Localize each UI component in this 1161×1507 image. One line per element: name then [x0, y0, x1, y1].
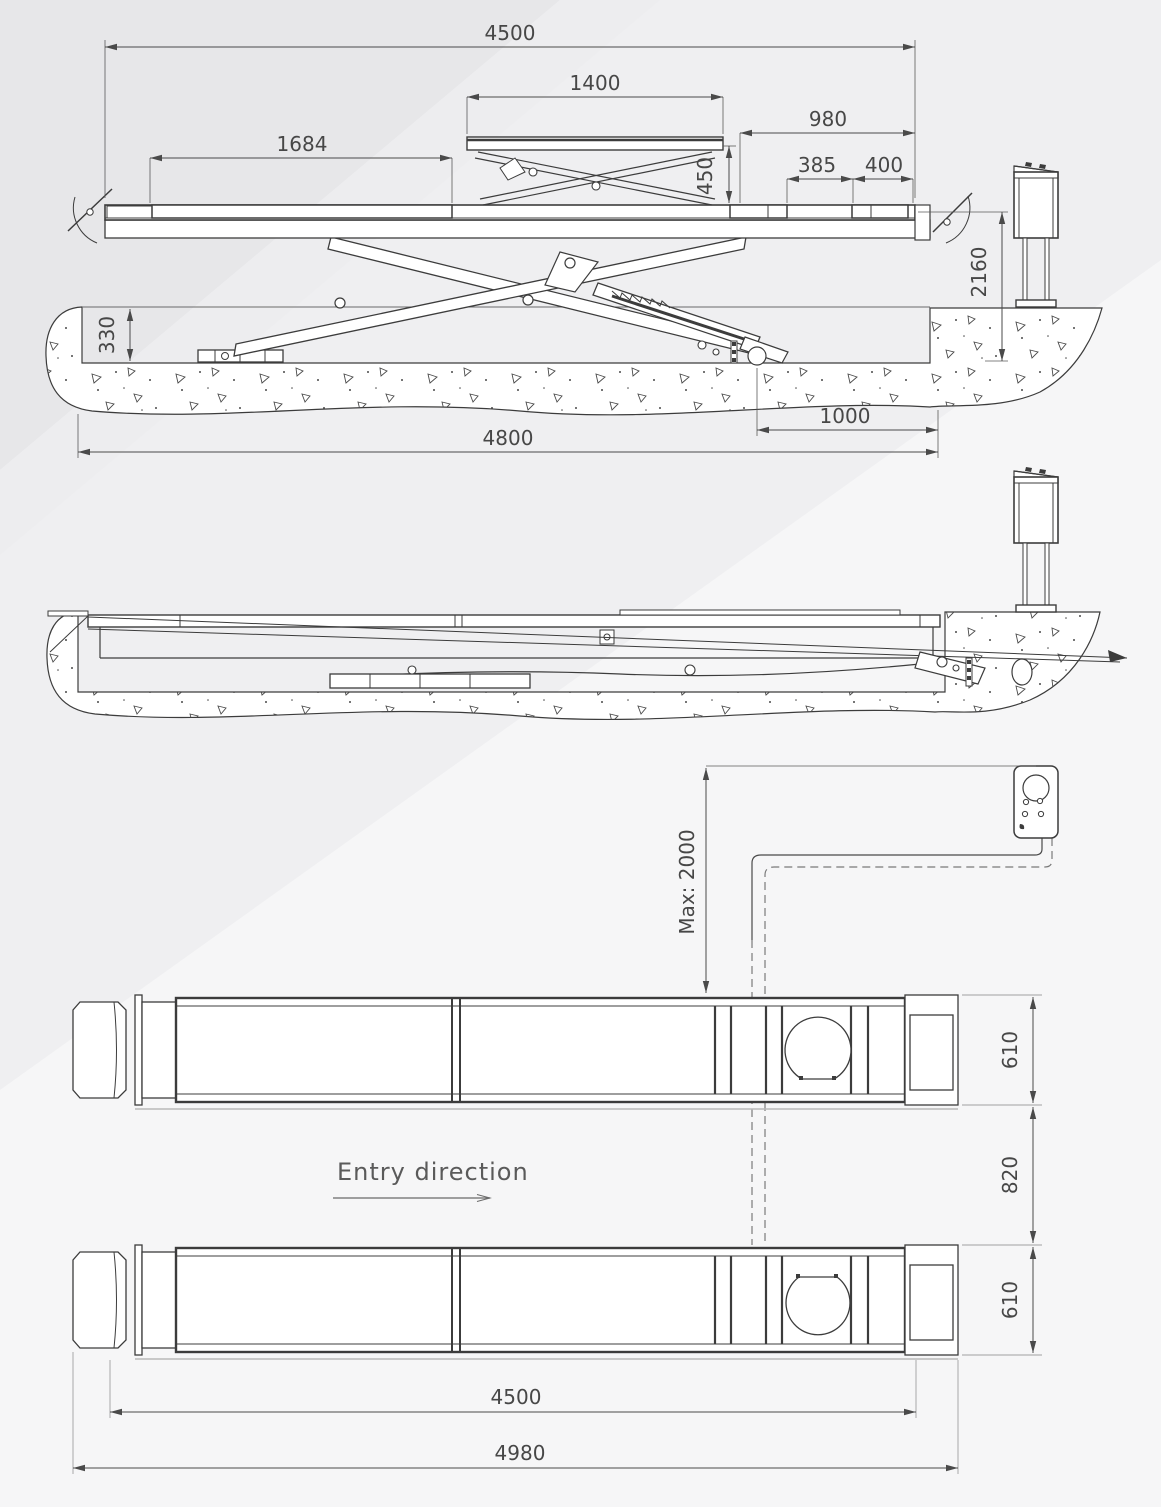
dim-left-runway-width: 610	[998, 1030, 1022, 1070]
dim-pad-length: 400	[864, 153, 904, 177]
dim-pad-gap: 385	[797, 153, 837, 177]
dim-overall-length: 4980	[494, 1441, 546, 1465]
dim-right-runway-width: 610	[998, 1280, 1022, 1320]
dim-console-offset: 1000	[819, 404, 871, 428]
base-frame-lowered	[330, 674, 530, 688]
dim-runway-length: 4500	[490, 1385, 542, 1409]
dim-rear-section-length: 980	[808, 107, 848, 131]
control-box-dial	[1023, 775, 1049, 801]
control-button	[1038, 811, 1043, 816]
rear-pad-right	[852, 205, 908, 218]
turntable-left-runway	[785, 1017, 851, 1079]
turntable-right-runway	[786, 1277, 850, 1335]
control-button	[1022, 811, 1027, 816]
dim-pit-length: 4800	[482, 426, 534, 450]
dim-runway-gap: 820	[998, 1155, 1022, 1195]
dim-pit-depth: 330	[95, 315, 119, 355]
control-box	[1014, 766, 1058, 838]
dim-max-lift-height: 2160	[967, 246, 991, 298]
control-button	[1037, 798, 1042, 803]
dim-overall-width: 4500	[484, 21, 536, 45]
dim-jack-lift-height: 450	[693, 156, 717, 196]
tread-plate	[152, 205, 452, 218]
dim-cable-run-max: Max: 2000	[675, 829, 699, 935]
dim-front-tread-length: 1684	[276, 132, 328, 156]
control-console-lowered	[1014, 467, 1058, 612]
rear-pad-left	[730, 205, 787, 218]
roller	[748, 347, 766, 365]
control-button	[1023, 799, 1028, 804]
dim-jack-platform-length: 1400	[569, 71, 621, 95]
roller-lowered	[1012, 659, 1032, 685]
entry-direction-label: Entry direction	[337, 1158, 529, 1186]
jack-platform-flush	[620, 610, 900, 615]
